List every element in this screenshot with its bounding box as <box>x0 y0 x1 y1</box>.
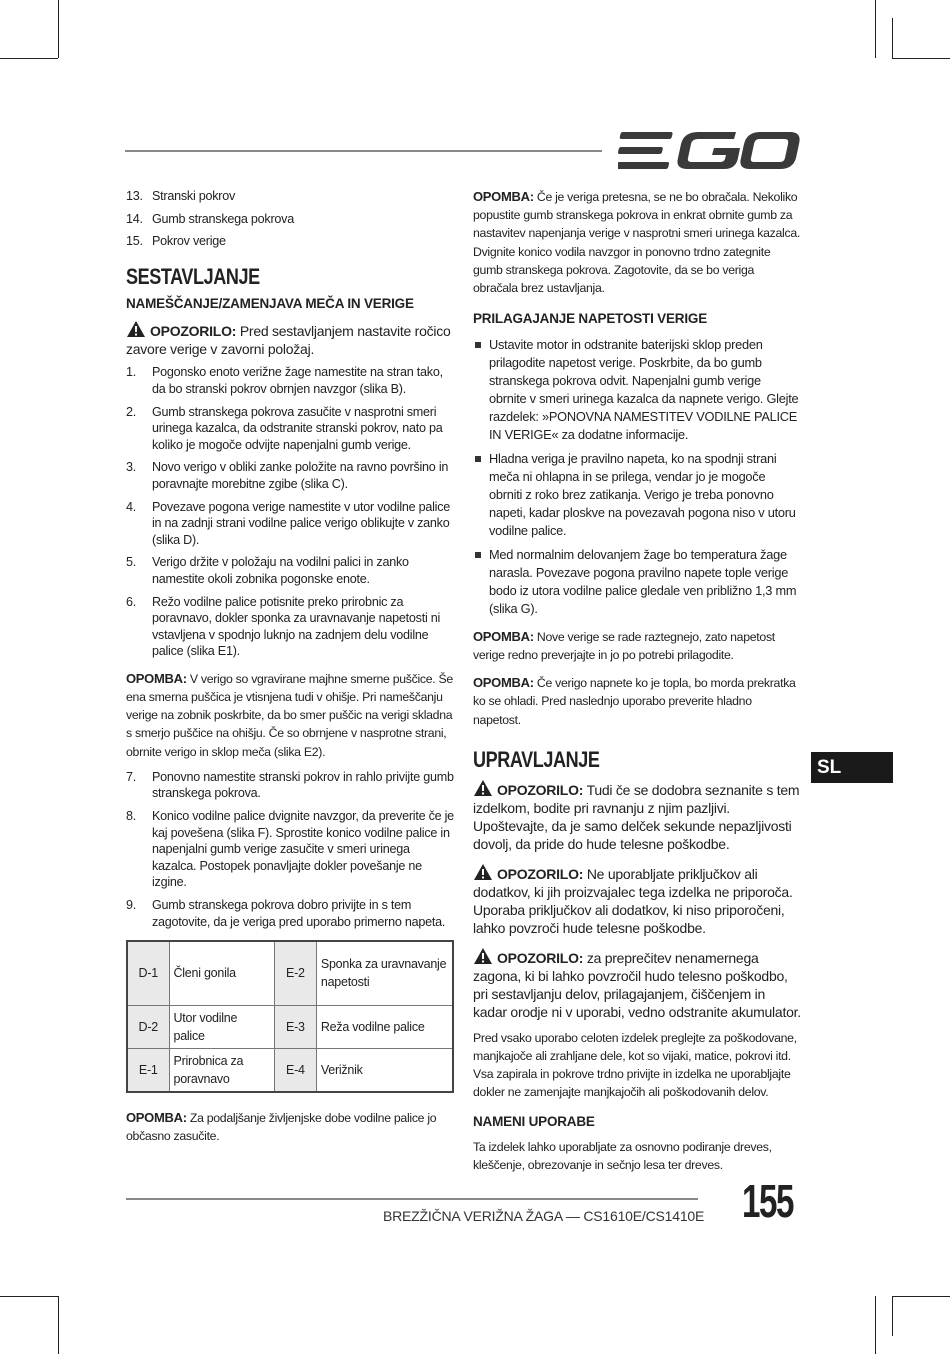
list-item: 8. Konico vodilne palice dvignite navzgor, da preverite če je kaj povešena (slika F). Sprostite konico vodilne palice in napenjalni gumb verige zasučite v smeri urinega kazalca. Postopek ponavljajte dokler povešanje ne izgine. <box>126 809 454 890</box>
warning-triangle-icon <box>473 779 493 797</box>
intended-use-text: Ta izdelek lahko uporabljate za osnovno podiranje dreves, kleščenje, obrezovanje in sečnjo lesa ter dreves. <box>473 1140 772 1173</box>
logo-label: EGO <box>618 128 621 129</box>
note-warm-chain: OPOMBA: Če verigo napnete ko je topla, bo morda prekratka ko se ohladi. Pred naslednjo uporabo preverite hladno napetost. <box>473 675 796 727</box>
warning-block: OPOZORILO: Ne uporabljate priključkov ali dodatkov, ki jih proizvajalec tega izdelka ne priporoča. Uporaba priključkov ali dodatkov, ki niso priporočeni, lahko povzroči hude telesne poškodbe. <box>473 863 801 937</box>
list-item: 13. Stranski pokrov <box>126 189 236 203</box>
note-chain-tight: OPOMBA: Če je veriga pretesna, se ne bo obračala. Nekoliko popustite gumb stranskega pokrova in enkrat obrnite gumb za nastavitev napenjanja verige v nasprotni smeri urinega kazalca. Dvignite konico vodila navzgor in ponovno trdno zategnite gumb stranskega pokrova. Zagotovite, da se bo veriga obračala brez ustavljanja. <box>473 189 800 296</box>
subheading-intended-use: NAMENI UPORABE <box>473 1113 595 1129</box>
crop-mark <box>892 18 893 58</box>
list-item: 7. Ponovno namestite stranski pokrov in rahlo privijte gumb stranskega pokrova. <box>126 769 454 801</box>
ego-logo <box>618 128 800 173</box>
crop-mark <box>875 1296 876 1354</box>
warning-triangle-icon <box>126 320 146 338</box>
list-item: 6. Režo vodilne palice potisnite preko prirobnic za poravnavo, dokler sponka za uravnavanje napetosti ni vstavljena v spodnjo luknjo na zadnjem delu vodilne palice (slika E1). <box>126 594 441 659</box>
subheading-bar-chain: NAMEŠČANJE/ZAMENJAVA MEČA IN VERIGE <box>126 295 414 311</box>
right-column <box>473 188 801 1185</box>
list-item: 3. Novo verigo v obliki zanke položite na ravno površino in poravnajte morebitne zgibe (slika C). <box>126 460 449 491</box>
table-row: E-1 Prirobnica za poravnavo E-4 Verižnik <box>127 1048 453 1092</box>
crop-mark <box>892 1296 893 1336</box>
inspection-text: Pred vsako uporabo celoten izdelek preglejte za poškodovane, manjkajoče ali zrahljane dele, kot so vijaki, matice, pokrovi itd. Vsa zapirala in pokrove trdno privijte in izdelka ne uporabljajte dokler ne zamenjajte manjkajočih ali poškodovanih delov. <box>473 1030 797 1100</box>
subheading-tension: PRILAGAJANJE NAPETOSTI VERIGE <box>473 311 707 327</box>
section-heading-operation: UPRAVLJANJE <box>473 746 600 772</box>
language-tab: SL <box>811 752 893 783</box>
crop-mark <box>58 1296 59 1354</box>
note-new-chains: OPOMBA: Nove verige se rade raztegnejo, zato napetost verige redno preverjajte in jo po potrebi prilagodite. <box>473 628 775 663</box>
warning-block <box>126 320 454 358</box>
footer-rule <box>126 1198 698 1200</box>
bullet-icon <box>475 456 481 462</box>
header-rule <box>125 150 602 152</box>
note-arrows: OPOMBA: V verigo so vgravirane majhne smerne puščice. Še ena smerna puščica je vtisnjena tudi v ohišje. Pri nameščanju verige na zobnik poskrbite, da bo smer puščic na verigi skladna s smerjo puščice na ohišju. Če so obrnjene v nasprotne strani, obrnite verigo in sklop meča (slika E2). <box>126 670 453 759</box>
page-number: 155 <box>742 1175 793 1227</box>
warning-block: OPOZORILO: Tudi če se dodobra seznanite s tem izdelkom, bodite pri ravnanju z njim pazljivi. Upoštevajte, da je samo delček sekunde nepazljivosti dovolj, da pride do hude telesne poškodbe. <box>473 779 801 853</box>
crop-mark <box>0 1296 58 1297</box>
list-item: 4. Povezave pogona verige namestite v utor vodilne palice in na zadnji strani vodilne palice verigo oblikujte v zanko (slika D). <box>126 499 451 547</box>
list-item: 2. Gumb stranskega pokrova zasučite v nasprotni smeri urinega kazalca, da odstranite stranski pokrov, nato pa koliko je mogoče odvijte napenjalni gumb verige. <box>126 404 443 452</box>
crop-mark <box>892 1296 950 1297</box>
section-heading-assembly: SESTAVLJANJE <box>126 263 260 289</box>
warning-text: Pred sestavljanjem nastavite ročico zavore verige v zavorni položaj. <box>126 323 451 358</box>
list-item: Ustavite motor in odstranite baterijski sklop preden prilagodite napetost verige. Poskrbite, da bo gumb stranskega pokrova odvit. Napenjalni gumb verige obrnite v smeri urinega kazalca da napnete verigo. Glejte razdelek: »PONOVNA NAMESTITEV VODILNE PALICE IN VERIGE« za dodatne informacije. <box>473 336 801 444</box>
parts-table <box>126 940 454 1093</box>
list-item: Med normalnim delovanjem žage bo temperatura žage narasla. Povezave pogona pravilno napete tople verige bodo iz utora vodilne palice gledale ven približno 1,3 mm (slika G). <box>473 546 801 618</box>
footer-title: BREZŽIČNA VERIŽNA ŽAGA — CS1610E/CS1410E <box>383 1208 705 1224</box>
warning-triangle-icon <box>473 863 493 881</box>
crop-mark <box>892 58 950 59</box>
list-item: Hladna veriga je pravilno napeta, ko na spodnji strani meča ni ohlapna in se prilega, vendar jo je mogoče obrniti z roko brez zatikanja. Verigo je treba ponovno napeti, kadar ploskve na povezavah pogona niso v utoru vodilne palice. <box>473 450 801 540</box>
list-item: 1. Pogonsko enoto verižne žage namestite na stran tako, da bo stranski pokrov obrnjen navzgor (slika B). <box>126 365 443 396</box>
crop-mark <box>58 0 59 58</box>
left-column <box>126 188 454 1154</box>
intro-list <box>126 188 454 250</box>
list-item: 15. Pokrov verige <box>126 234 226 249</box>
list-item: 9. Gumb stranskega pokrova dobro privijte in s tem zagotovite, da je veriga pred uporabo primerno napeta. <box>126 898 446 929</box>
crop-mark <box>875 0 876 58</box>
table-row: D-2 Utor vodilne palice E-3 Reža vodilne palice <box>127 1005 453 1048</box>
note-rotate-bar: OPOMBA: Za podaljšanje življenjske dobe vodilne palice jo občasno zasučite. <box>126 1110 437 1144</box>
bullet-icon <box>475 342 481 348</box>
list-item: 14. Gumb stranskega pokrova <box>126 211 294 226</box>
warning-block: OPOZORILO: za preprečitev nenamernega zagona, ki bi lahko povzročil hudo telesno poškodbo, pri sestavljanju delov, prilagajanjem, čiščenjem in kadar orodje ni v uporabi, vedno odstranite akumulator. <box>473 947 801 1021</box>
warning-triangle-icon <box>473 947 493 965</box>
steps-list <box>126 364 454 660</box>
bullet-icon <box>475 552 481 558</box>
list-item: 5. Verigo držite v položaju na vodilni palici in zanko namestite okoli zobnika pogonske enote. <box>126 555 409 586</box>
warning-label: OPOZORILO: <box>150 323 237 340</box>
steps-list-continued <box>126 769 454 930</box>
table-row: D-1 Členi gonila E-2 Sponka za uravnavanje napetosti <box>127 941 453 1005</box>
crop-mark <box>0 58 58 59</box>
tension-bullets <box>473 336 801 618</box>
